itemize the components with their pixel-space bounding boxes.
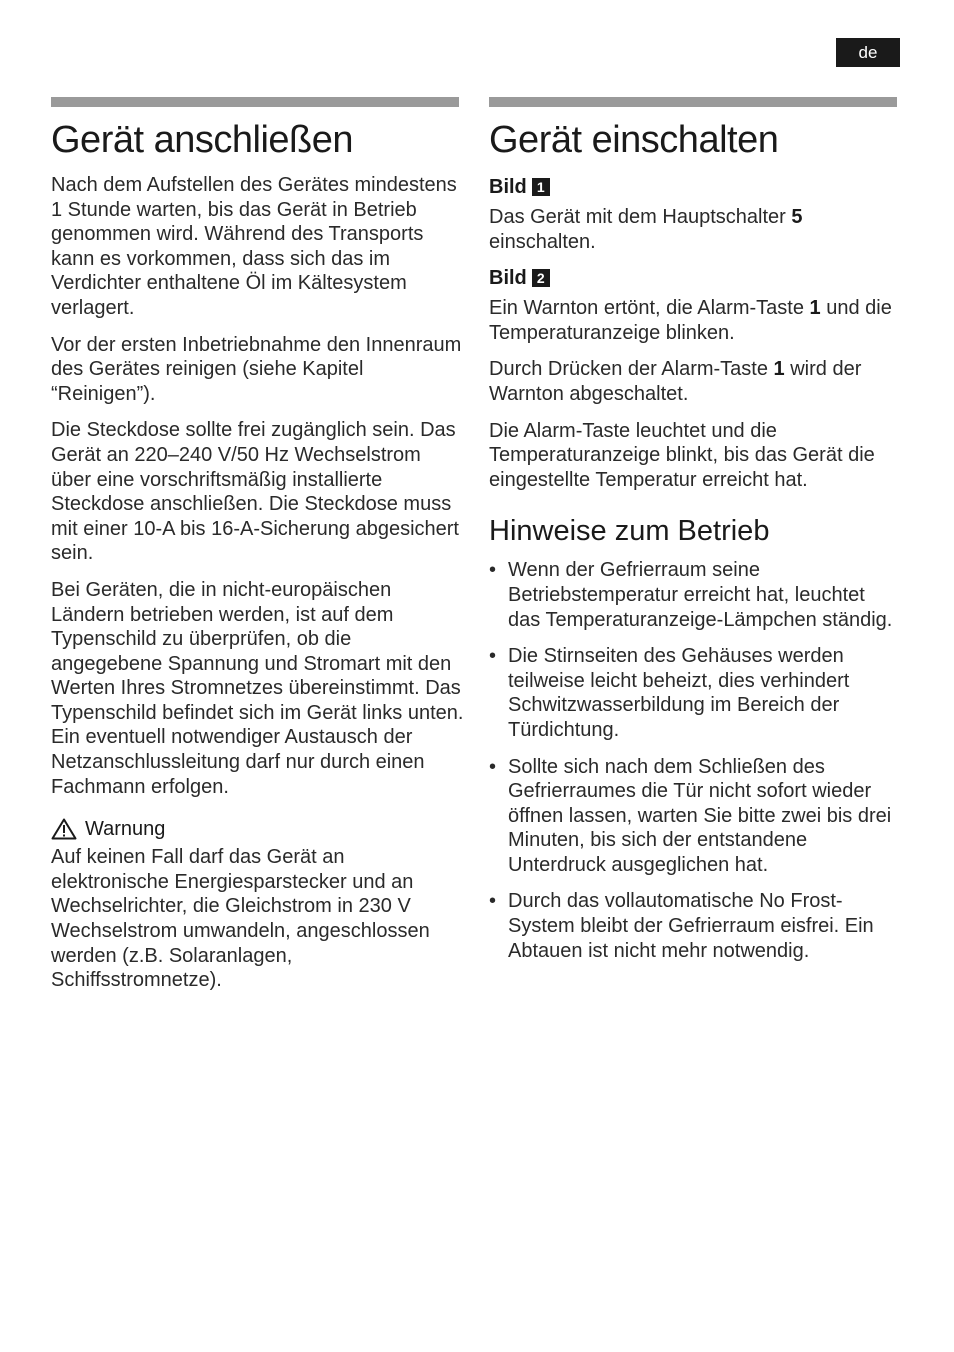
section-title-switch-on: Gerät einschalten (489, 119, 779, 161)
figure-label: Bild (489, 176, 527, 198)
list-item: • Sollte sich nach dem Schließen des Gefrierraumes die Tür nicht sofort wieder öffnen lassen, warten Sie bitte zwei bis drei Minuten, bis sich der entstandene Unterdruck ausgeglichen hat. (489, 755, 901, 878)
list-item: • Durch das vollautomatische No Frost-System bleibt der Gefrierraum eisfrei. Ein Abtauen ist nicht mehr notwendig. (489, 889, 901, 963)
paragraph: Bei Geräten, die in nicht-europäischen Ländern betrieben werden, ist auf dem Typenschild zu überprüfen, ob die angegebene Spannung und Stromart mit den Werten Ihres Stromnetzes übereinstimmt. Das Typenschild befindet sich im Gerät links unten. Ein eventuell notwendiger Austausch der Netzanschlussleitung darf nur durch einen Fachmann erfolgen. (51, 578, 464, 798)
paragraph: Das Gerät mit dem Hauptschalter 5 einschalten. (489, 206, 803, 253)
paragraph: Ein Warnton ertönt, die Alarm-Taste 1 und die Temperaturanzeige blinken. (489, 297, 892, 344)
paragraph: Die Alarm-Taste leuchtet und die Temperaturanzeige blinkt, bis das Gerät die eingestellte Temperatur erreicht hat. (489, 419, 875, 491)
language-badge: de (836, 38, 900, 67)
warning-text: Auf keinen Fall darf das Gerät an elektronische Energiesparstecker und an Wechselrichter, die Gleichstrom in 230 V Wechselstrom umwandeln, angeschlossen werden (z.B. Solaranlagen, Schiffsstromnetze). (51, 846, 430, 992)
left-column (51, 97, 465, 1005)
figure-number-badge: 1 (532, 178, 550, 196)
figure-reference (489, 266, 901, 290)
list-item: • Die Stirnseiten des Gehäuses werden teilweise leicht beheizt, dies verhindert Schwitzwasserbildung im Bereich der Türdichtung. (489, 644, 901, 742)
paragraph: Nach dem Aufstellen des Gerätes mindestens 1 Stunde warten, bis das Gerät in Betrieb genommen wird. Während des Transports kann es vorkommen, dass sich das im Verdichter enthaltene Öl im Kältesystem verlagert. (51, 174, 457, 319)
paragraph: Vor der ersten Inbetriebnahme den Innenraum des Gerätes reinigen (siehe Kapitel “Reinigen”). (51, 333, 462, 405)
section-divider-bar (51, 97, 459, 107)
figure-label: Bild (489, 267, 527, 290)
section-divider-bar (489, 97, 897, 107)
paragraph: Durch Drücken der Alarm-Taste 1 wird der Warnton abgeschaltet. (489, 358, 862, 405)
warning-heading (51, 817, 465, 841)
section-title-connect: Gerät anschließen (51, 119, 353, 161)
warning-label: Warnung (85, 818, 166, 841)
warning-triangle-icon (51, 818, 77, 840)
notes-list (489, 558, 901, 963)
subsection-title-operation-notes: Hinweise zum Betrieb (489, 515, 770, 548)
paragraph: Die Steckdose sollte frei zugänglich sein. Das Gerät an 220–240 V/50 Hz Wechselstrom über eine vorschriftsmäßig installierte Steckdose anschließen. Die Steckdose muss mit einer 10-A bis 16-A-Sicherung abgesichert sein. (51, 419, 459, 565)
right-column (489, 97, 901, 975)
figure-reference (489, 175, 901, 199)
list-item: • Wenn der Gefrierraum seine Betriebstemperatur erreicht hat, leuchtet das Temperaturanzeige-Lämpchen ständig. (489, 558, 901, 632)
figure-number-badge: 2 (532, 269, 550, 287)
